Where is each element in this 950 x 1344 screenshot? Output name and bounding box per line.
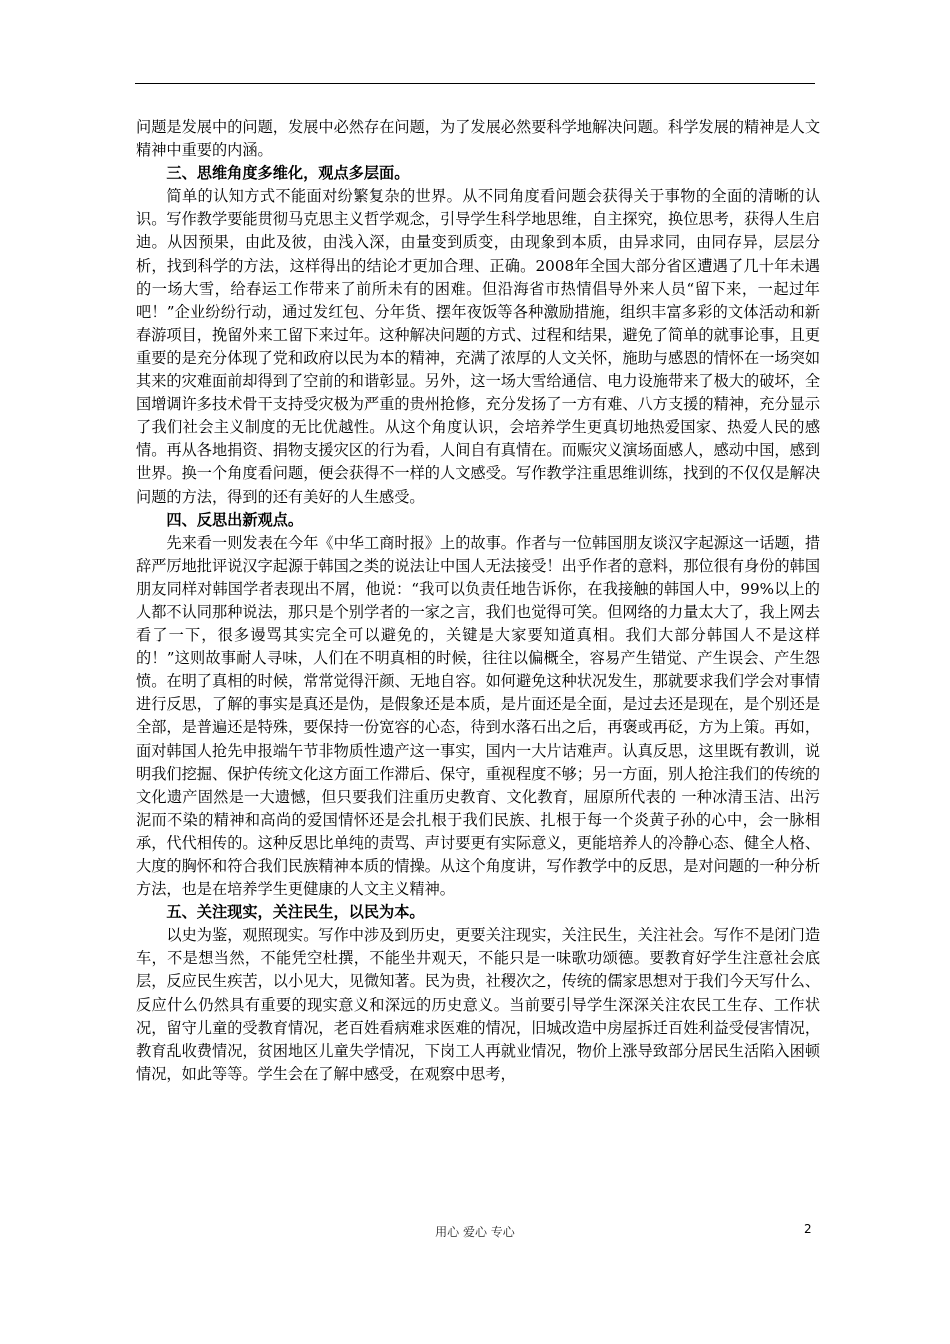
paragraph-section-5: 以史为鉴，观照现实。写作中涉及到历史，更要关注现实，关注民生，关注社会。写作不是闭门造车，不是想当然，不能凭空杜撰，不能坐井观天，不能只是一味歌功颂德。要教育好学生注意社会底层，反应民生疾苦，以小见大，见微知著。民为贵，社稷次之，传统的儒家思想对于我们今天写什么、反应什么仍然具有重要的现实意义和深远的历史意义。当前要引导学生深深关注农民工生存、工作状况，留守儿童的受教育情况，老百姓看病难求医难的情况，旧城改造中房屋拆迁百姓利益受侵害情况，教育乱收费情况，贫困地区儿童失学情况，下岗工人再就业情况，物价上涨导致部分居民生活陷入困顿情况，如此等等。学生会在了解中感受，在观察中思考， [136,926,820,1083]
paragraph-section-3: 简单的认知方式不能面对纷繁复杂的世界。从不同角度看问题会获得关于事物的全面的清晰的认识。写作教学要能贯彻马克思主义哲学观念，引导学生科学地思维，自主探究，换位思考，获得人生启迪。从因预果，由此及彼，由浅入深，由量变到质变，由现象到本质，由异求同，由同存异，层层分析，找到科学的方法，这样得出的结论才更加合理、正确。2008年全国大部分省区遭遇了几十年未遇的一场大雪，给春运工作带来了前所未有的困难。但沿海省市热情倡导外来人员“留下来，一起过年吧！”企业纷纷行动，通过发红包、分年货、摆年夜饭等各种激励措施，组织丰富多彩的文体活动和新春游项目，挽留外来工留下来过年。这种解决问题的方式、过程和结果，避免了简单的就事论事，且更重要的是充分体现了党和政府以民为本的精神，充满了浓厚的人文关怀，施助与感恩的情怀在一场突如其来的灾难面前却得到了空前的和谐彰显。另外，这一场大雪给通信、电力设施带来了极大的破坏，全国增调许多技术骨干支持受灾极为严重的贵州抢修，充分发扬了一方有难、八方支援的精神，充分显示了我们社会主义制度的无比优越性。从这个角度认识，会培养学生更真切地热爱国家、热爱人民的感情。再从各地捐资、捐物支援灾区的行为看，人间自有真情在。而赈灾义演场面感人，感动中国，感到世界。换一个角度看问题，便会获得不一样的人文感受。写作教学注重思维训练，找到的不仅仅是解决问题的方法，得到的还有美好的人生感受。 [136,187,820,506]
header-rule [135,83,815,84]
page-number: 2 [804,1222,812,1236]
section-heading-5: 五、关注现实，关注民生，以民为本。 [166,903,425,922]
paragraph-section-4: 先来看一则发表在今年《中华工商时报》上的故事。作者与一位韩国朋友谈汉字起源这一话题，措辞严厉地批评说汉字起源于韩国之类的说法让中国人无法接受！出乎作者的意料，那位很有身份的韩国朋友同样对韩国学者表现出不屑，他说：“我可以负责任地告诉你，在我接触的韩国人中，99%以上的人都不认同那种说法，那只是个别学者的一家之言，我们也觉得可笑。但网络的力量太大了，我上网去看了一下，很多谩骂其实完全可以避免的，关键是大家要知道真相。我们大部分韩国人不是这样的！”这则故事耐人寻味，人们在不明真相的时候，往往以偏概全，容易产生错觉、产生误会、产生怨愤。在明了真相的时候，常常觉得汗颜、无地自容。如何避免这种状况发生，那就要求我们学会对事情进行反思，了解的事实是真还是伪，是假象还是本质，是片面还是全面，是过去还是现在，是个别还是全部，是普遍还是特殊，要保持一份宽容的心态，待到水落石出之后，再褒或再砭，方为上策。再如，面对韩国人抢先申报端午节非物质性遗产这一事实，国内一大片诘难声。认真反思，这里既有教训，说明我们挖掘、保护传统文化这方面工作滞后、保守，重视程度不够；另一方面，别人抢注我们的传统的文化遗产固然是一大遗憾，但只要我们注重历史教育、文化教育，屈原所代表的 一种冰清玉洁、出污泥而不染的精神和高尚的爱国情怀还是会扎根于我们民族、扎根于每一个炎黄子孙的心中，会一脉相承，代代相传的。这种反思比单纯的责骂、声讨要更有实际意义，更能培养人的冷静心态、健全人格、大度的胸怀和符合我们民族精神本质的情操。从这个角度讲，写作教学中的反思，是对问题的一种分析方法，也是在培养学生更健康的人文主义精神。 [136,533,820,899]
section-heading-3: 三、思维角度多维化，观点多层面。 [166,164,410,183]
section-heading-4: 四、反思出新观点。 [166,510,304,529]
paragraph-continuation: 问题是发展中的问题，发展中必然存在问题，为了发展必然要科学地解决问题。科学发展的精神是人文精神中重要的内涵。 [136,118,820,160]
document-body [136,116,820,1086]
footer-motto: 用心 爱心 专心 [435,1225,515,1239]
